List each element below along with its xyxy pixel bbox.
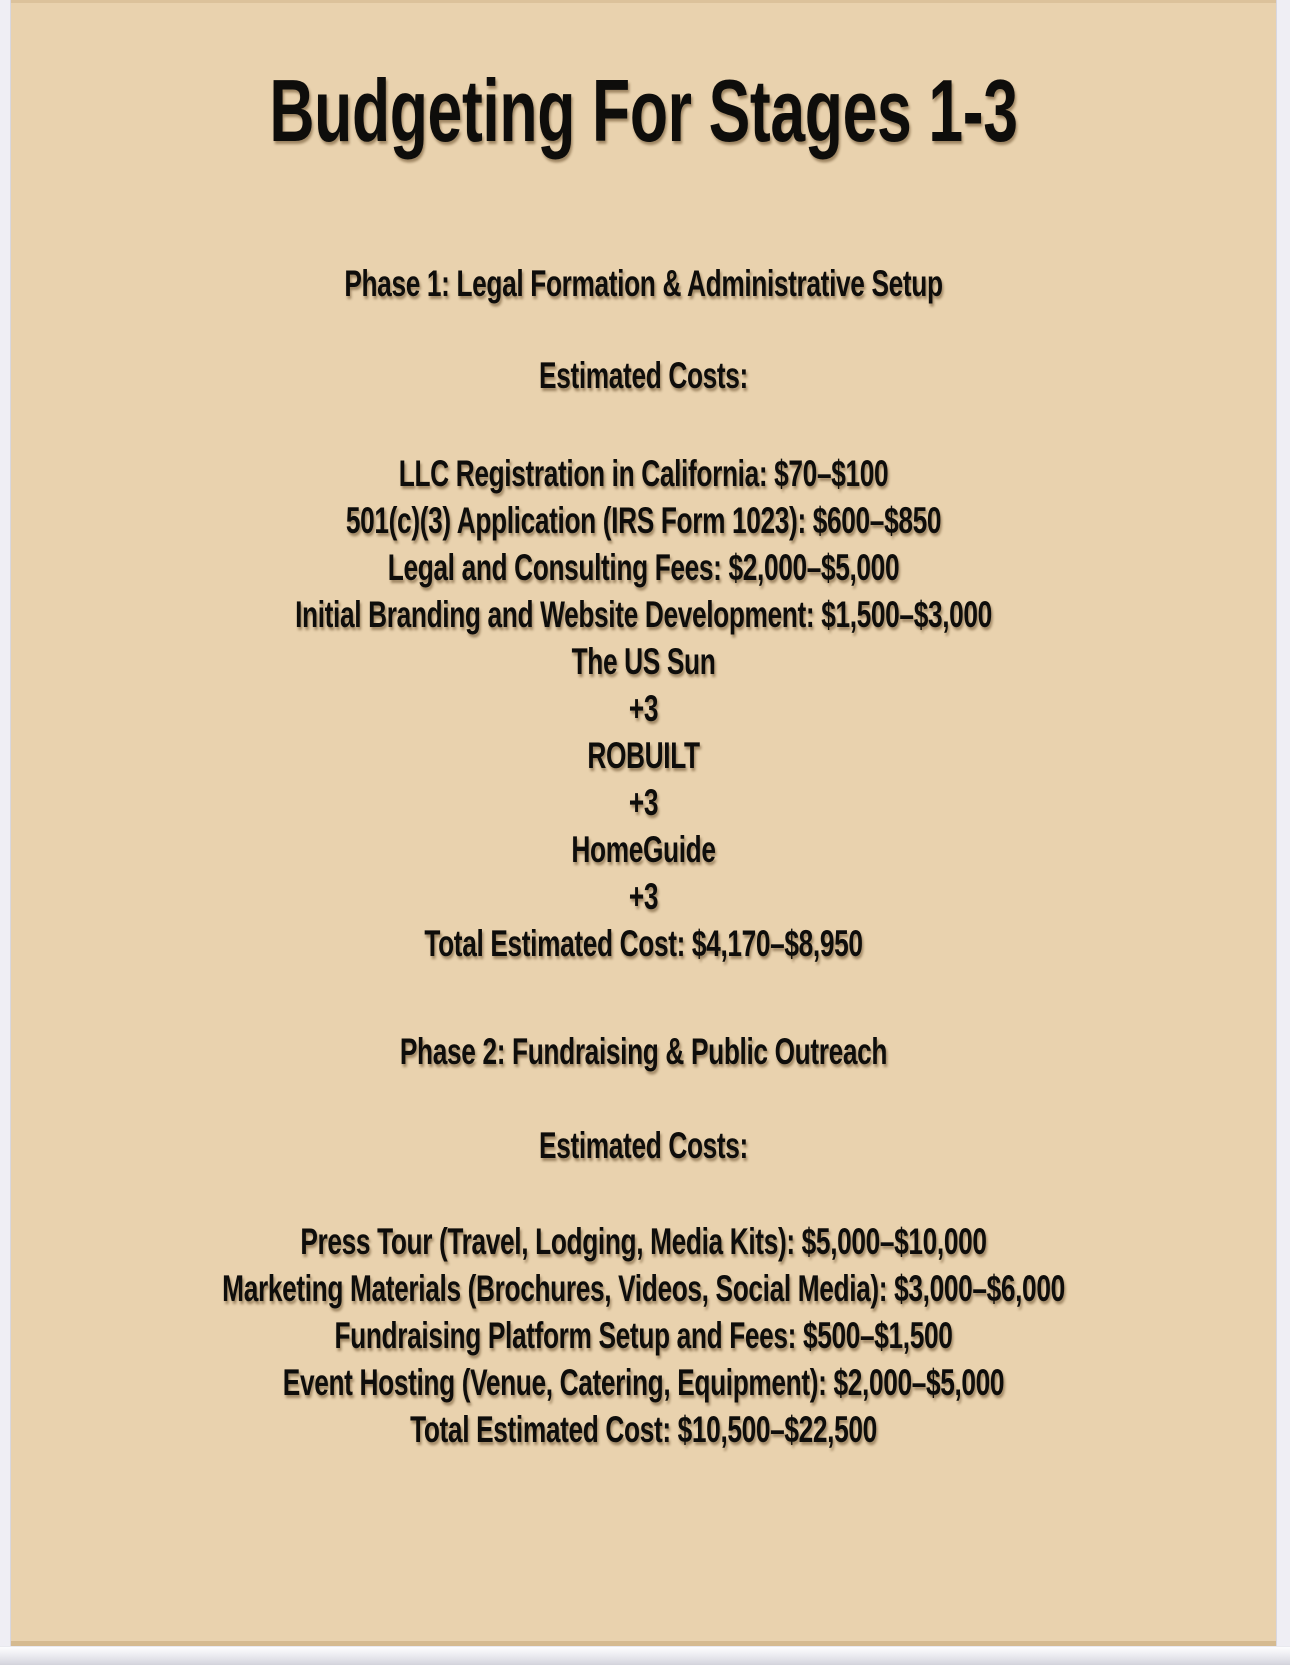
cost-line-press-tour: Press Tour (Travel, Lodging, Media Kits): $5,000–$10,000: [300, 1221, 987, 1262]
document-page: [10, 0, 1277, 1647]
cost-line-legal-consulting: Legal and Consulting Fees: $2,000–$5,000: [387, 547, 900, 588]
source-line-robuilt: ROBUILT: [587, 735, 700, 776]
cost-line-llc-registration: LLC Registration in California: $70–$100: [398, 453, 889, 494]
phase-2-heading: Phase 2: Fundraising & Public Outreach: [399, 1031, 888, 1072]
page-content: [194, 3, 1094, 1453]
page-title: Budgeting For Stages 1-3: [269, 61, 1018, 160]
phase-2-total-line: Total Estimated Cost: $10,500–$22,500: [410, 1409, 877, 1450]
cost-line-marketing-materials: Marketing Materials (Brochures, Videos, Social Media): $3,000–$6,000: [222, 1268, 1065, 1309]
cost-line-event-hosting: Event Hosting (Venue, Catering, Equipment): $2,000–$5,000: [282, 1362, 1005, 1403]
source-count-badge: +3: [628, 876, 659, 917]
phase-2-cost-lines: [194, 1218, 1094, 1453]
phase-1-estimated-costs-label: Estimated Costs:: [539, 355, 748, 396]
right-margin-gutter: [1276, 0, 1290, 1647]
phase-1-cost-lines: [194, 450, 1094, 967]
cost-line-fundraising-platform: Fundraising Platform Setup and Fees: $500–$1,500: [334, 1315, 953, 1356]
source-count-badge: +3: [628, 782, 659, 823]
phase-1-total-line: Total Estimated Cost: $4,170–$8,950: [424, 923, 863, 964]
source-line-homeguide: HomeGuide: [571, 829, 716, 870]
source-count-badge: +3: [628, 688, 659, 729]
source-line-the-us-sun: The US Sun: [571, 641, 716, 682]
section-phase-2: [194, 1028, 1094, 1453]
phase-2-estimated-costs-label: Estimated Costs:: [539, 1125, 748, 1166]
section-phase-1: [194, 260, 1094, 967]
window-bottom-bar: [0, 1646, 1290, 1665]
phase-1-heading: Phase 1: Legal Formation & Administrative Setup: [344, 263, 943, 304]
left-margin-gutter: [0, 0, 11, 1647]
cost-line-branding-website: Initial Branding and Website Development: $1,500–$3,000: [295, 594, 992, 635]
cost-line-501c3-application: 501(c)(3) Application (IRS Form 1023): $600–$850: [345, 500, 942, 541]
